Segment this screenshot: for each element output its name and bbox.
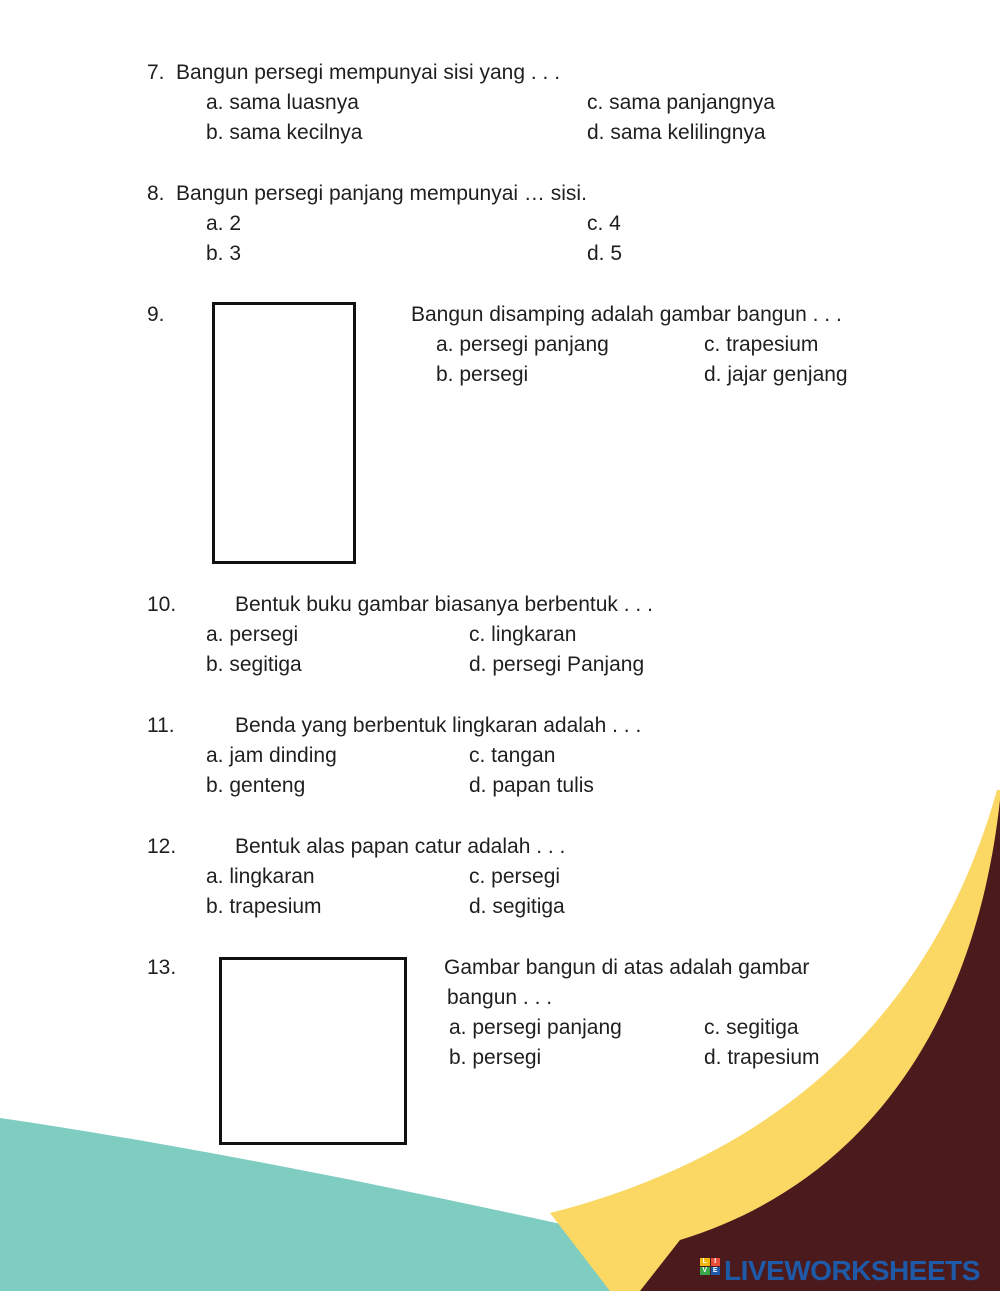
q11-option-a[interactable]: a. jam dinding	[206, 744, 337, 767]
q8-text: Bangun persegi panjang mempunyai … sisi.	[176, 182, 587, 205]
q7-option-a[interactable]: a. sama luasnya	[206, 91, 359, 114]
q12-option-d[interactable]: d. segitiga	[469, 895, 565, 918]
q10-number: 10.	[147, 593, 177, 616]
q8-option-a[interactable]: a. 2	[206, 212, 242, 235]
q7-option-c[interactable]: c. sama panjangnya	[587, 91, 775, 114]
q9-option-b[interactable]: b. persegi	[436, 363, 529, 386]
q7-number: 7.	[147, 61, 165, 84]
liveworksheets-logo-text: LIVEWORKSHEETS	[724, 1255, 980, 1286]
q11-text: Benda yang berbentuk lingkaran adalah . . .	[235, 714, 642, 737]
q13-text-line1: Gambar bangun di atas adalah gambar	[444, 956, 810, 979]
logo-mark-i: I	[711, 1258, 721, 1266]
q13-number: 13.	[147, 956, 177, 979]
q11-number: 11.	[147, 714, 175, 737]
q11-option-c[interactable]: c. tangan	[469, 744, 556, 767]
q13-option-a[interactable]: a. persegi panjang	[449, 1016, 622, 1039]
logo-mark-v: V	[700, 1267, 710, 1275]
q9-text: Bangun disamping adalah gambar bangun . . .	[411, 303, 842, 326]
q13-option-d[interactable]: d. trapesium	[704, 1046, 820, 1069]
q11-option-d[interactable]: d. papan tulis	[469, 774, 594, 797]
q13-option-c[interactable]: c. segitiga	[704, 1016, 799, 1039]
q13-text-line2: bangun . . .	[447, 986, 553, 1009]
q9-option-a[interactable]: a. persegi panjang	[436, 333, 609, 356]
q13-square-figure	[219, 957, 407, 1145]
q13-option-b[interactable]: b. persegi	[449, 1046, 542, 1069]
q12-option-c[interactable]: c. persegi	[469, 865, 561, 888]
q12-number: 12.	[147, 835, 177, 858]
q8-number: 8.	[147, 182, 165, 205]
q8-option-b[interactable]: b. 3	[206, 242, 242, 265]
logo-mark-l: L	[700, 1258, 710, 1266]
q9-number: 9.	[147, 303, 165, 326]
liveworksheets-logo-icon	[700, 1258, 720, 1284]
q8-option-c[interactable]: c. 4	[587, 212, 621, 235]
logo-mark-e: E	[711, 1267, 721, 1275]
q10-option-b[interactable]: b. segitiga	[206, 653, 302, 676]
q9-option-c[interactable]: c. trapesium	[704, 333, 819, 356]
q9-option-d[interactable]: d. jajar genjang	[704, 363, 848, 386]
q11-option-b[interactable]: b. genteng	[206, 774, 306, 797]
q10-text: Bentuk buku gambar biasanya berbentuk . . .	[235, 593, 653, 616]
q10-option-c[interactable]: c. lingkaran	[469, 623, 577, 646]
q7-option-d[interactable]: d. sama kelilingnya	[587, 121, 766, 144]
q7-text: Bangun persegi mempunyai sisi yang . . .	[176, 61, 561, 84]
q7-option-b[interactable]: b. sama kecilnya	[206, 121, 363, 144]
q12-option-b[interactable]: b. trapesium	[206, 895, 322, 918]
q8-option-d[interactable]: d. 5	[587, 242, 623, 265]
q10-option-a[interactable]: a. persegi	[206, 623, 299, 646]
q10-option-d[interactable]: d. persegi Panjang	[469, 653, 645, 676]
q12-option-a[interactable]: a. lingkaran	[206, 865, 315, 888]
liveworksheets-logo	[700, 1254, 980, 1288]
q9-rectangle-figure	[212, 302, 356, 564]
q12-text: Bentuk alas papan catur adalah . . .	[235, 835, 566, 858]
